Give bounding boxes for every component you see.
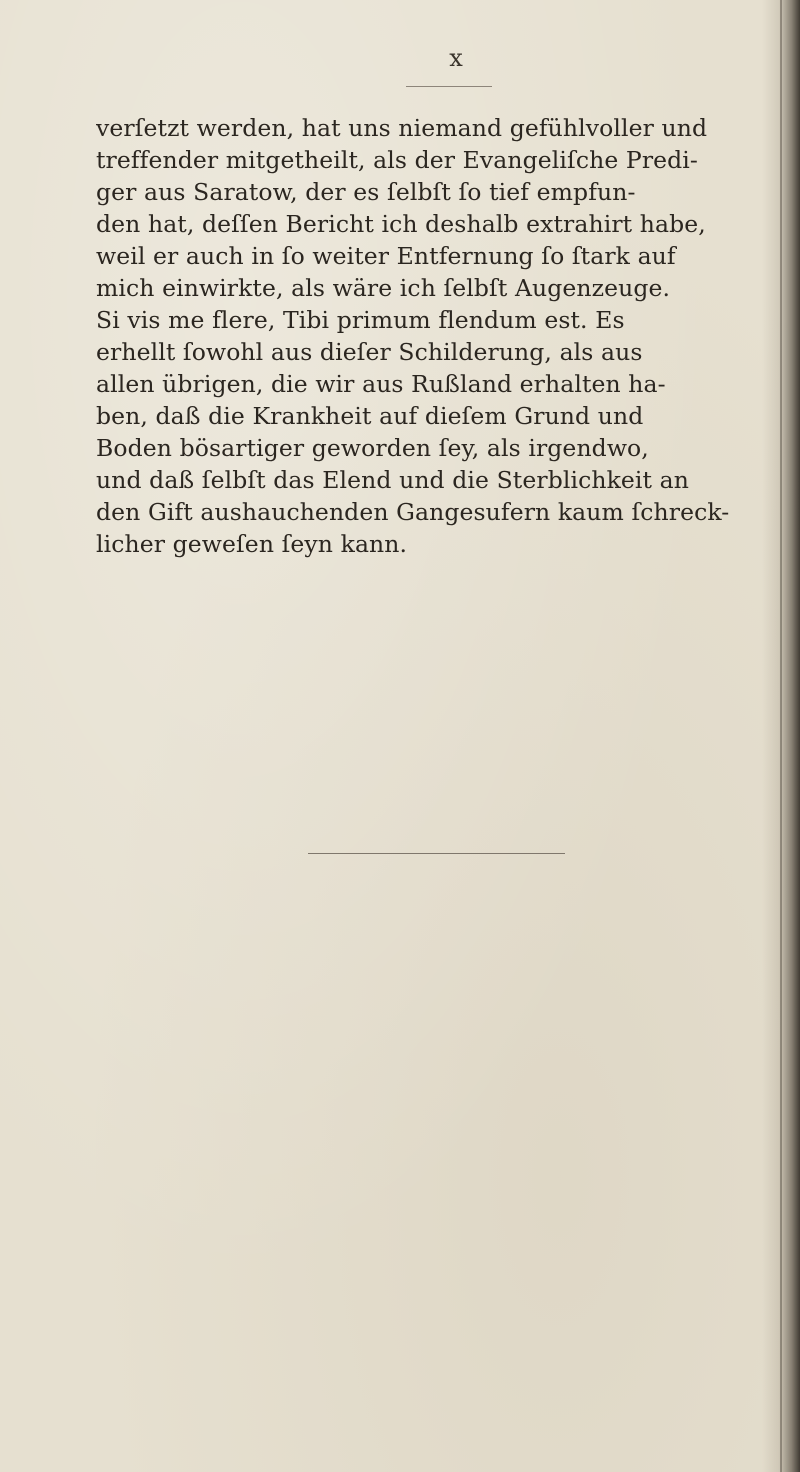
text-line: ben, daß die Krankheit auf dieſem Grund und [96,402,644,430]
text-line: weil er auch in ſo weiter Entfernung ſo ſtark auf [96,242,676,270]
text-line: erhellt ſowohl aus dieſer Schilderung, als aus [96,338,643,366]
text-line: Si vis me flere, Tibi primum flendum est. Es [96,306,625,334]
section-divider [308,853,565,854]
text-line: verſetzt werden, hat uns niemand gefühlvoller und [96,114,708,142]
text-line: den hat, deſſen Bericht ich deshalb extrahirt habe, [96,210,706,238]
text-line: allen übrigen, die wir aus Rußland erhalten ha- [96,370,666,398]
text-line: licher geweſen ſeyn kann. [96,530,408,558]
body-text [96,112,756,560]
header-rule [406,86,492,87]
text-line: treffender mitgetheilt, als der Evangeliſche Predi- [96,146,698,174]
text-line: den Gift aushauchenden Gangesufern kaum ſchreck- [96,498,730,526]
text-line: und daß ſelbſt das Elend und die Sterblichkeit an [96,466,689,494]
text-line: ger aus Saratow, der es ſelbſt ſo tief empfun- [96,178,636,206]
text-line: Boden bösartiger geworden ſey, als irgendwo, [96,434,649,462]
binding-edge [780,0,782,1472]
page-number: x [449,44,463,72]
text-line: mich einwirkte, als wäre ich ſelbſt Augenzeuge. [96,274,671,302]
